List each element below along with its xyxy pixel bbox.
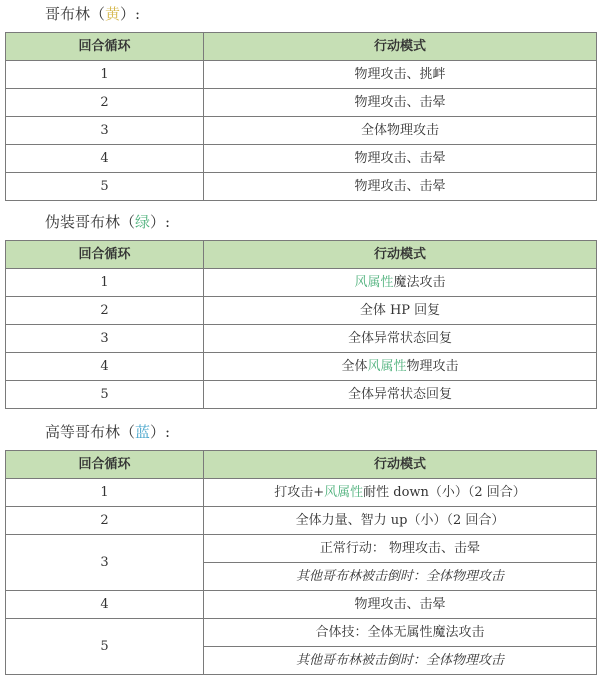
text-segment: 全体力量、智力 up（小）（2 回合） [295, 513, 505, 528]
text-segment: 物理攻击 [406, 359, 459, 374]
header-round: 回合循环 [6, 33, 204, 61]
round-cell: 4 [6, 145, 204, 173]
table-row [6, 535, 597, 563]
table-row [6, 479, 597, 507]
action-cell [204, 173, 597, 201]
enemy-section [0, 212, 597, 409]
action-cell [204, 145, 597, 173]
action-pattern-table [5, 32, 597, 201]
text-segment: 伪装哥布林（ [45, 213, 136, 231]
text-segment: 合体技：全体无属性魔法攻击 [315, 625, 485, 640]
text-segment: 打攻击+ [274, 485, 325, 500]
highlighted-text: 蓝 [135, 423, 151, 441]
action-cell [204, 479, 597, 507]
enemy-section [0, 4, 597, 201]
round-cell: 5 [6, 381, 204, 409]
section-title [0, 212, 597, 232]
table-row [6, 353, 597, 381]
table-row [6, 173, 597, 201]
text-segment: 哥布林（ [45, 5, 106, 23]
text-segment: 物理攻击、击晕 [354, 151, 446, 166]
section-title [0, 422, 597, 442]
action-cell [204, 563, 597, 591]
round-cell: 1 [6, 269, 204, 297]
highlighted-text: 风属性 [367, 359, 407, 374]
table-header-row [6, 451, 597, 479]
table-header-row [6, 33, 597, 61]
header-action: 行动模式 [204, 33, 597, 61]
table-row [6, 381, 597, 409]
highlighted-text: 绿 [135, 213, 151, 231]
action-cell [204, 353, 597, 381]
header-action: 行动模式 [204, 451, 597, 479]
action-cell [204, 507, 597, 535]
text-segment: 魔法攻击 [393, 275, 446, 290]
header-action: 行动模式 [204, 241, 597, 269]
round-cell: 2 [6, 297, 204, 325]
text-segment: 全体 [341, 359, 368, 374]
round-cell: 5 [6, 173, 204, 201]
text-segment: 物理攻击、击晕 [354, 597, 446, 612]
text-segment: 全体异常状态回复 [347, 387, 452, 402]
action-cell [204, 325, 597, 353]
action-cell [204, 647, 597, 675]
section-title [0, 4, 597, 24]
text-segment: 物理攻击、挑衅 [354, 67, 446, 82]
text-segment: 其他哥布林被击倒时：全体物理攻击 [295, 653, 504, 668]
table-row [6, 61, 597, 89]
text-segment: 物理攻击、击晕 [354, 95, 446, 110]
header-round: 回合循环 [6, 451, 204, 479]
round-cell: 1 [6, 61, 204, 89]
text-segment: 耐性 down（小）（2 回合） [363, 485, 526, 500]
round-cell: 3 [6, 325, 204, 353]
table-row [6, 619, 597, 647]
table-row [6, 145, 597, 173]
round-cell: 4 [6, 353, 204, 381]
header-round: 回合循环 [6, 241, 204, 269]
text-segment: ）: [120, 5, 141, 23]
round-cell: 4 [6, 591, 204, 619]
highlighted-text: 风属性 [324, 485, 364, 500]
table-row [6, 117, 597, 145]
table-header-row [6, 241, 597, 269]
table-row [6, 325, 597, 353]
text-segment: 正常行动： 物理攻击、击晕 [319, 541, 481, 556]
action-pattern-table [5, 240, 597, 409]
action-cell [204, 535, 597, 563]
action-cell [204, 61, 597, 89]
text-segment: 全体物理攻击 [360, 123, 439, 138]
text-segment: 高等哥布林（ [45, 423, 136, 441]
enemy-section [0, 422, 597, 675]
text-segment: 物理攻击、击晕 [354, 179, 446, 194]
text-segment: ）: [150, 213, 171, 231]
text-segment: 全体异常状态回复 [347, 331, 452, 346]
action-cell [204, 591, 597, 619]
round-cell: 5 [6, 619, 204, 675]
round-cell: 3 [6, 117, 204, 145]
action-cell [204, 619, 597, 647]
table-row [6, 591, 597, 619]
text-segment: ）: [150, 423, 171, 441]
table-row [6, 269, 597, 297]
text-segment: 全体 HP 回复 [359, 303, 441, 318]
action-cell [204, 89, 597, 117]
action-cell [204, 297, 597, 325]
round-cell: 3 [6, 535, 204, 591]
text-segment: 其他哥布林被击倒时：全体物理攻击 [295, 569, 504, 584]
highlighted-text: 风属性 [354, 275, 394, 290]
action-cell [204, 269, 597, 297]
highlighted-text: 黄 [105, 5, 121, 23]
table-row [6, 297, 597, 325]
action-cell [204, 117, 597, 145]
round-cell: 2 [6, 89, 204, 117]
action-pattern-table [5, 450, 597, 675]
round-cell: 1 [6, 479, 204, 507]
table-row [6, 507, 597, 535]
action-cell [204, 381, 597, 409]
table-row [6, 89, 597, 117]
round-cell: 2 [6, 507, 204, 535]
